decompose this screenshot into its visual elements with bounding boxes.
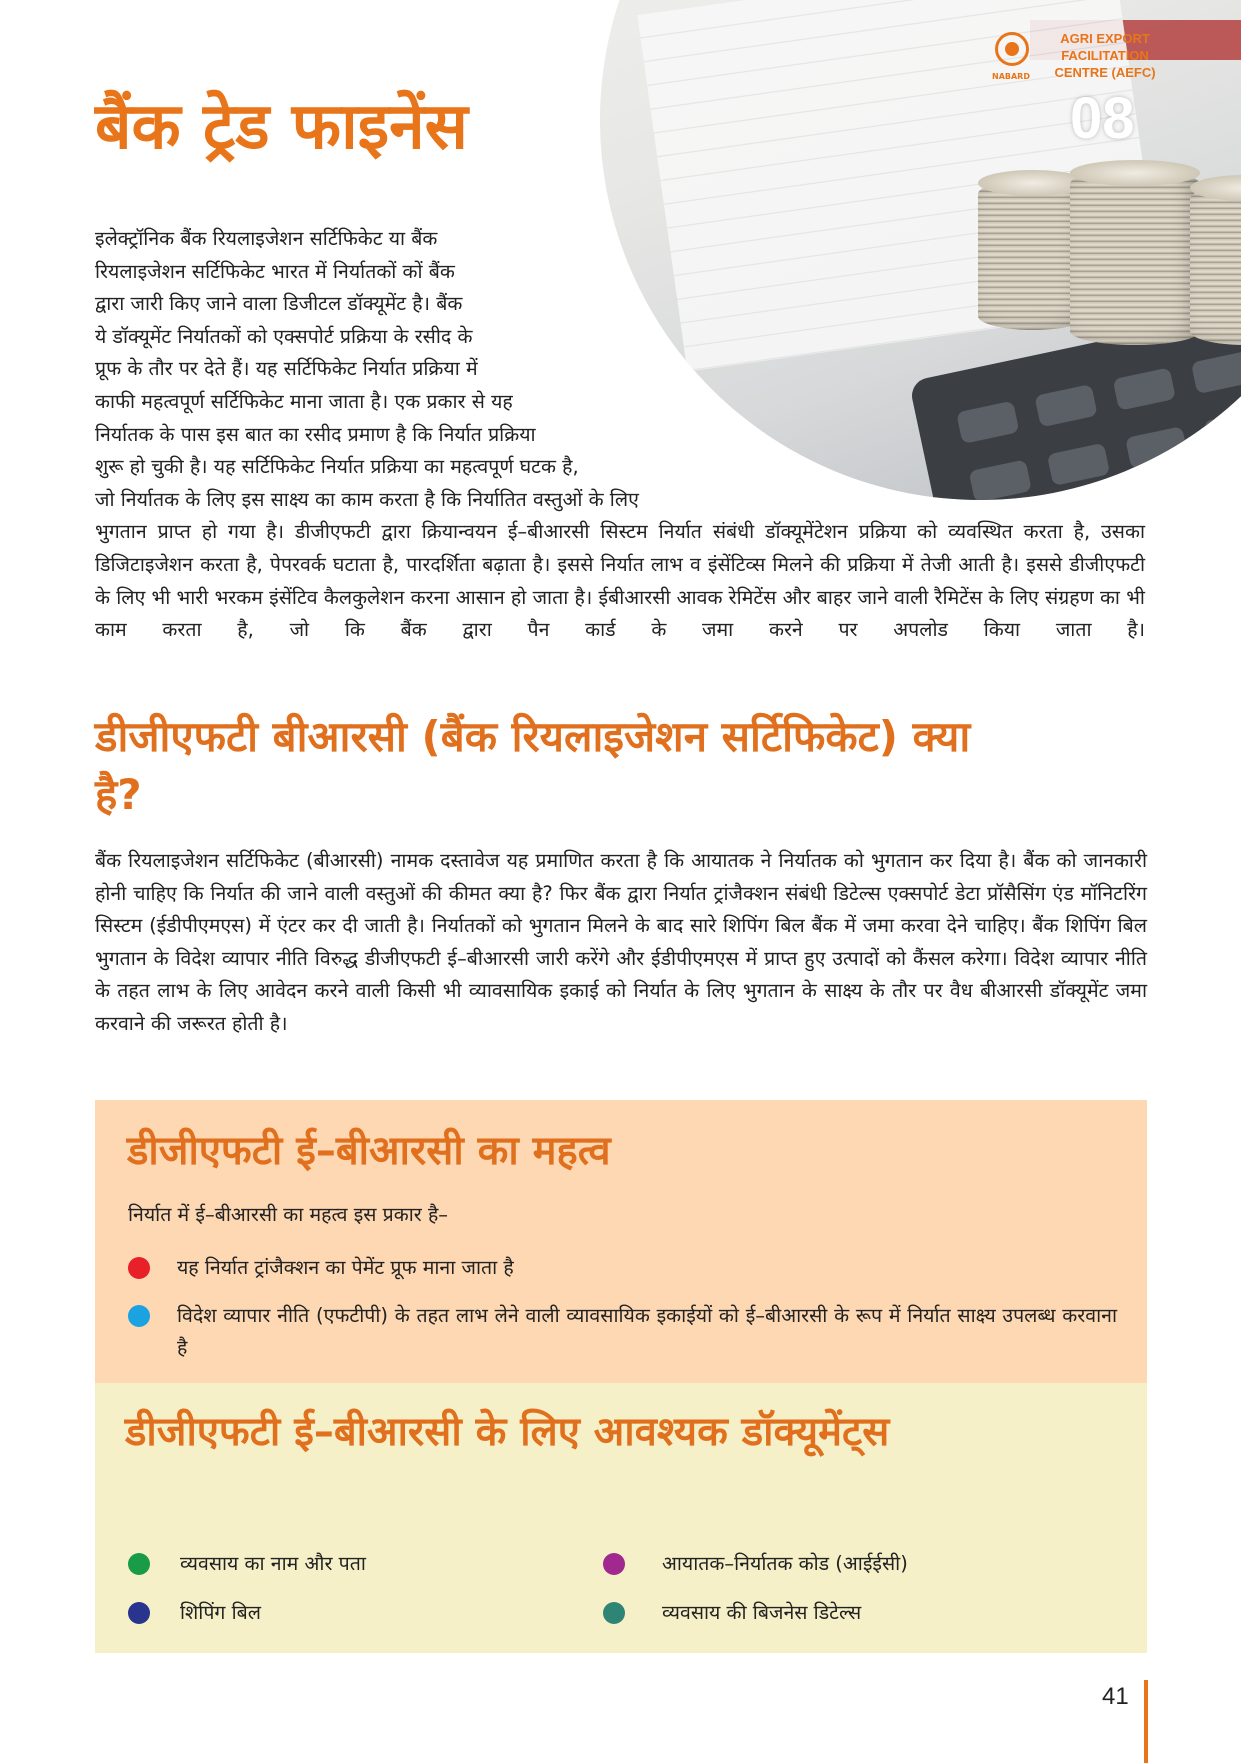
intro-continuation: भुगतान प्राप्त हो गया है। डीजीएफटी द्वारा क्रियान्वयन ई–बीआरसी सिस्टम निर्यात संबंधी डॉक्यूमेंटेशन प्रक्रिया को व्यवस्थित करता है, उसका डिजिटाइजेशन करता है, पेपरवर्क घटाता है, पारदर्शिता बढ़ाता है। इससे निर्यात लाभ व इंसेंटिव्स मिलने की प्रक्रिया में तेजी आती है। इससे डीजीएफटी के लिए भी भारी भरकम इंसेंटिव कैलकुलेशन करना आसान हो जाता है। ईबीआरसी आवक रेमिटेंस और बाहर जाने वाली रैमिटेंस के लिए संग्रहण का भी काम करता है, जो कि बैंक द्वारा पैन कार्ड के जमा करने पर अपलोड किया जाता है। (95, 520, 1145, 642)
importance-box (95, 1100, 1147, 1383)
teal-bullet-icon (603, 1602, 625, 1624)
intro-line: शुरू हो चुकी है। यह सर्टिफिकेट निर्यात प्रक्रिया का महत्वपूर्ण घटक है, (95, 455, 579, 479)
importance-intro: निर्यात में ई–बीआरसी का महत्व इस प्रकार है– (128, 1203, 449, 1226)
logo-org: NABARD (992, 72, 1030, 81)
documents-heading: डीजीएफटी ई–बीआरसी के लिए आवश्यक डॉक्यूमेंट्स (125, 1409, 890, 1455)
section-brc-body: बैंक रियलाइजेशन सर्टिफिकेट (बीआरसी) नामक दस्तावेज यह प्रमाणित करता है कि आयातक ने निर्यातक को भुगतान कर दिया है। बैंक को जानकारी होनी चाहिए कि निर्यात की जाने वाली वस्तुओं की कीमत क्या है? फिर बैंक द्वारा निर्यात ट्रांजैक्शन संबंधी डिटेल्स एक्सपोर्ट डेटा प्रॉसैसिंग एंड मॉनिटरिंग सिस्टम (ईडीपीएमएस) में एंटर कर दी जाती है। निर्यातकों को भुगतान मिलने के बाद सारे शिपिंग बिल बैंक में जमा करवा देने चाहिए। बैंक शिपिंग बिल भुगतान के विदेश व्यापार नीति विरुद्ध डीजीएफटी ई–बीआरसी जारी करेंगे और ईडीपीएमएस में प्राप्त हुए उत्पादों को कैंसल करेगा। विदेश व्यापार नीति के तहत लाभ के लिए आवेदन करने वाली किसी भी व्यावसायिक इकाई को निर्यात के लिए भुगतान के साक्ष्य के तौर पर वैध बीआरसी डॉक्यूमेंट जमा करवाने की जरूरत होती है। (95, 849, 1147, 1035)
importance-bullet: यह निर्यात ट्रांजैक्शन का पेमेंट प्रूफ माना जाता है (177, 1256, 514, 1279)
intro-line: प्रूफ के तौर पर देते हैं। यह सर्टिफिकेट निर्यात प्रक्रिया में (95, 357, 478, 381)
intro-line: द्वारा जारी किए जाने वाला डिजीटल डॉक्यूमेंट है। बैंक (95, 292, 463, 316)
intro-line: इलेक्ट्रॉनिक बैंक रियलाइजेशन सर्टिफिकेट या बैंक (95, 227, 438, 250)
page-number-bar (1144, 1680, 1148, 1763)
importance-bullet: विदेश व्यापार नीति (एफटीपी) के तहत लाभ लेने वाली व्यावसायिक इकाईयों को ई–बीआरसी के रूप में निर्यात साक्ष्य उपलब्ध करवाना है (177, 1304, 1117, 1359)
intro-line: रियलाइजेशन सर्टिफिकेट भारत में निर्यातकों कों बैंक (95, 259, 455, 283)
logo-line: CENTRE (AEFC) (1054, 65, 1156, 80)
intro-line: जो निर्यातक के लिए इस साक्ष्य का काम करता है कि निर्यातित वस्तुओं के लिए (95, 487, 639, 511)
photo-coin-stack (1190, 185, 1241, 345)
document-item: व्यवसाय का नाम और पता (180, 1552, 366, 1575)
intro-line: काफी महत्वपूर्ण सर्टिफिकेट माना जाता है। एक प्रकार से यह (95, 389, 513, 413)
red-bullet-icon (128, 1257, 150, 1279)
purple-bullet-icon (603, 1553, 625, 1575)
document-item: शिपिंग बिल (180, 1601, 262, 1624)
green-bullet-icon (128, 1553, 150, 1575)
logo-line: AGRI EXPORT (1060, 31, 1150, 46)
document-item: आयातक–निर्यातक कोड (आईईसी) (662, 1552, 908, 1575)
logo-text (1040, 30, 1170, 81)
intro-paragraph (95, 223, 1145, 647)
intro-line: ये डॉक्यूमेंट निर्यातकों को एक्सपोर्ट प्रक्रिया के रसीद के (95, 324, 473, 348)
section-brc-heading: डीजीएफटी बीआरसी (बैंक रियलाइजेशन सर्टिफिकेट) क्या है? (95, 712, 971, 819)
logo-line: FACILITATION (1061, 48, 1149, 63)
nabard-emblem-icon (995, 32, 1029, 66)
blue-bullet-icon (128, 1305, 150, 1327)
document-item: व्यवसाय की बिजनेस डिटेल्स (662, 1601, 862, 1624)
intro-line: निर्यातक के पास इस बात का रसीद प्रमाण है कि निर्यात प्रक्रिया (95, 422, 536, 446)
navy-bullet-icon (128, 1602, 150, 1624)
chapter-number: 08 (1070, 86, 1135, 151)
importance-heading: डीजीएफटी ई–बीआरसी का महत्व (127, 1128, 611, 1174)
documents-box (95, 1383, 1147, 1653)
page-title: बैंक ट्रेड फाइनेंस (95, 90, 468, 164)
aefc-logo (992, 30, 1215, 90)
page-number: 41 (1102, 1683, 1129, 1710)
